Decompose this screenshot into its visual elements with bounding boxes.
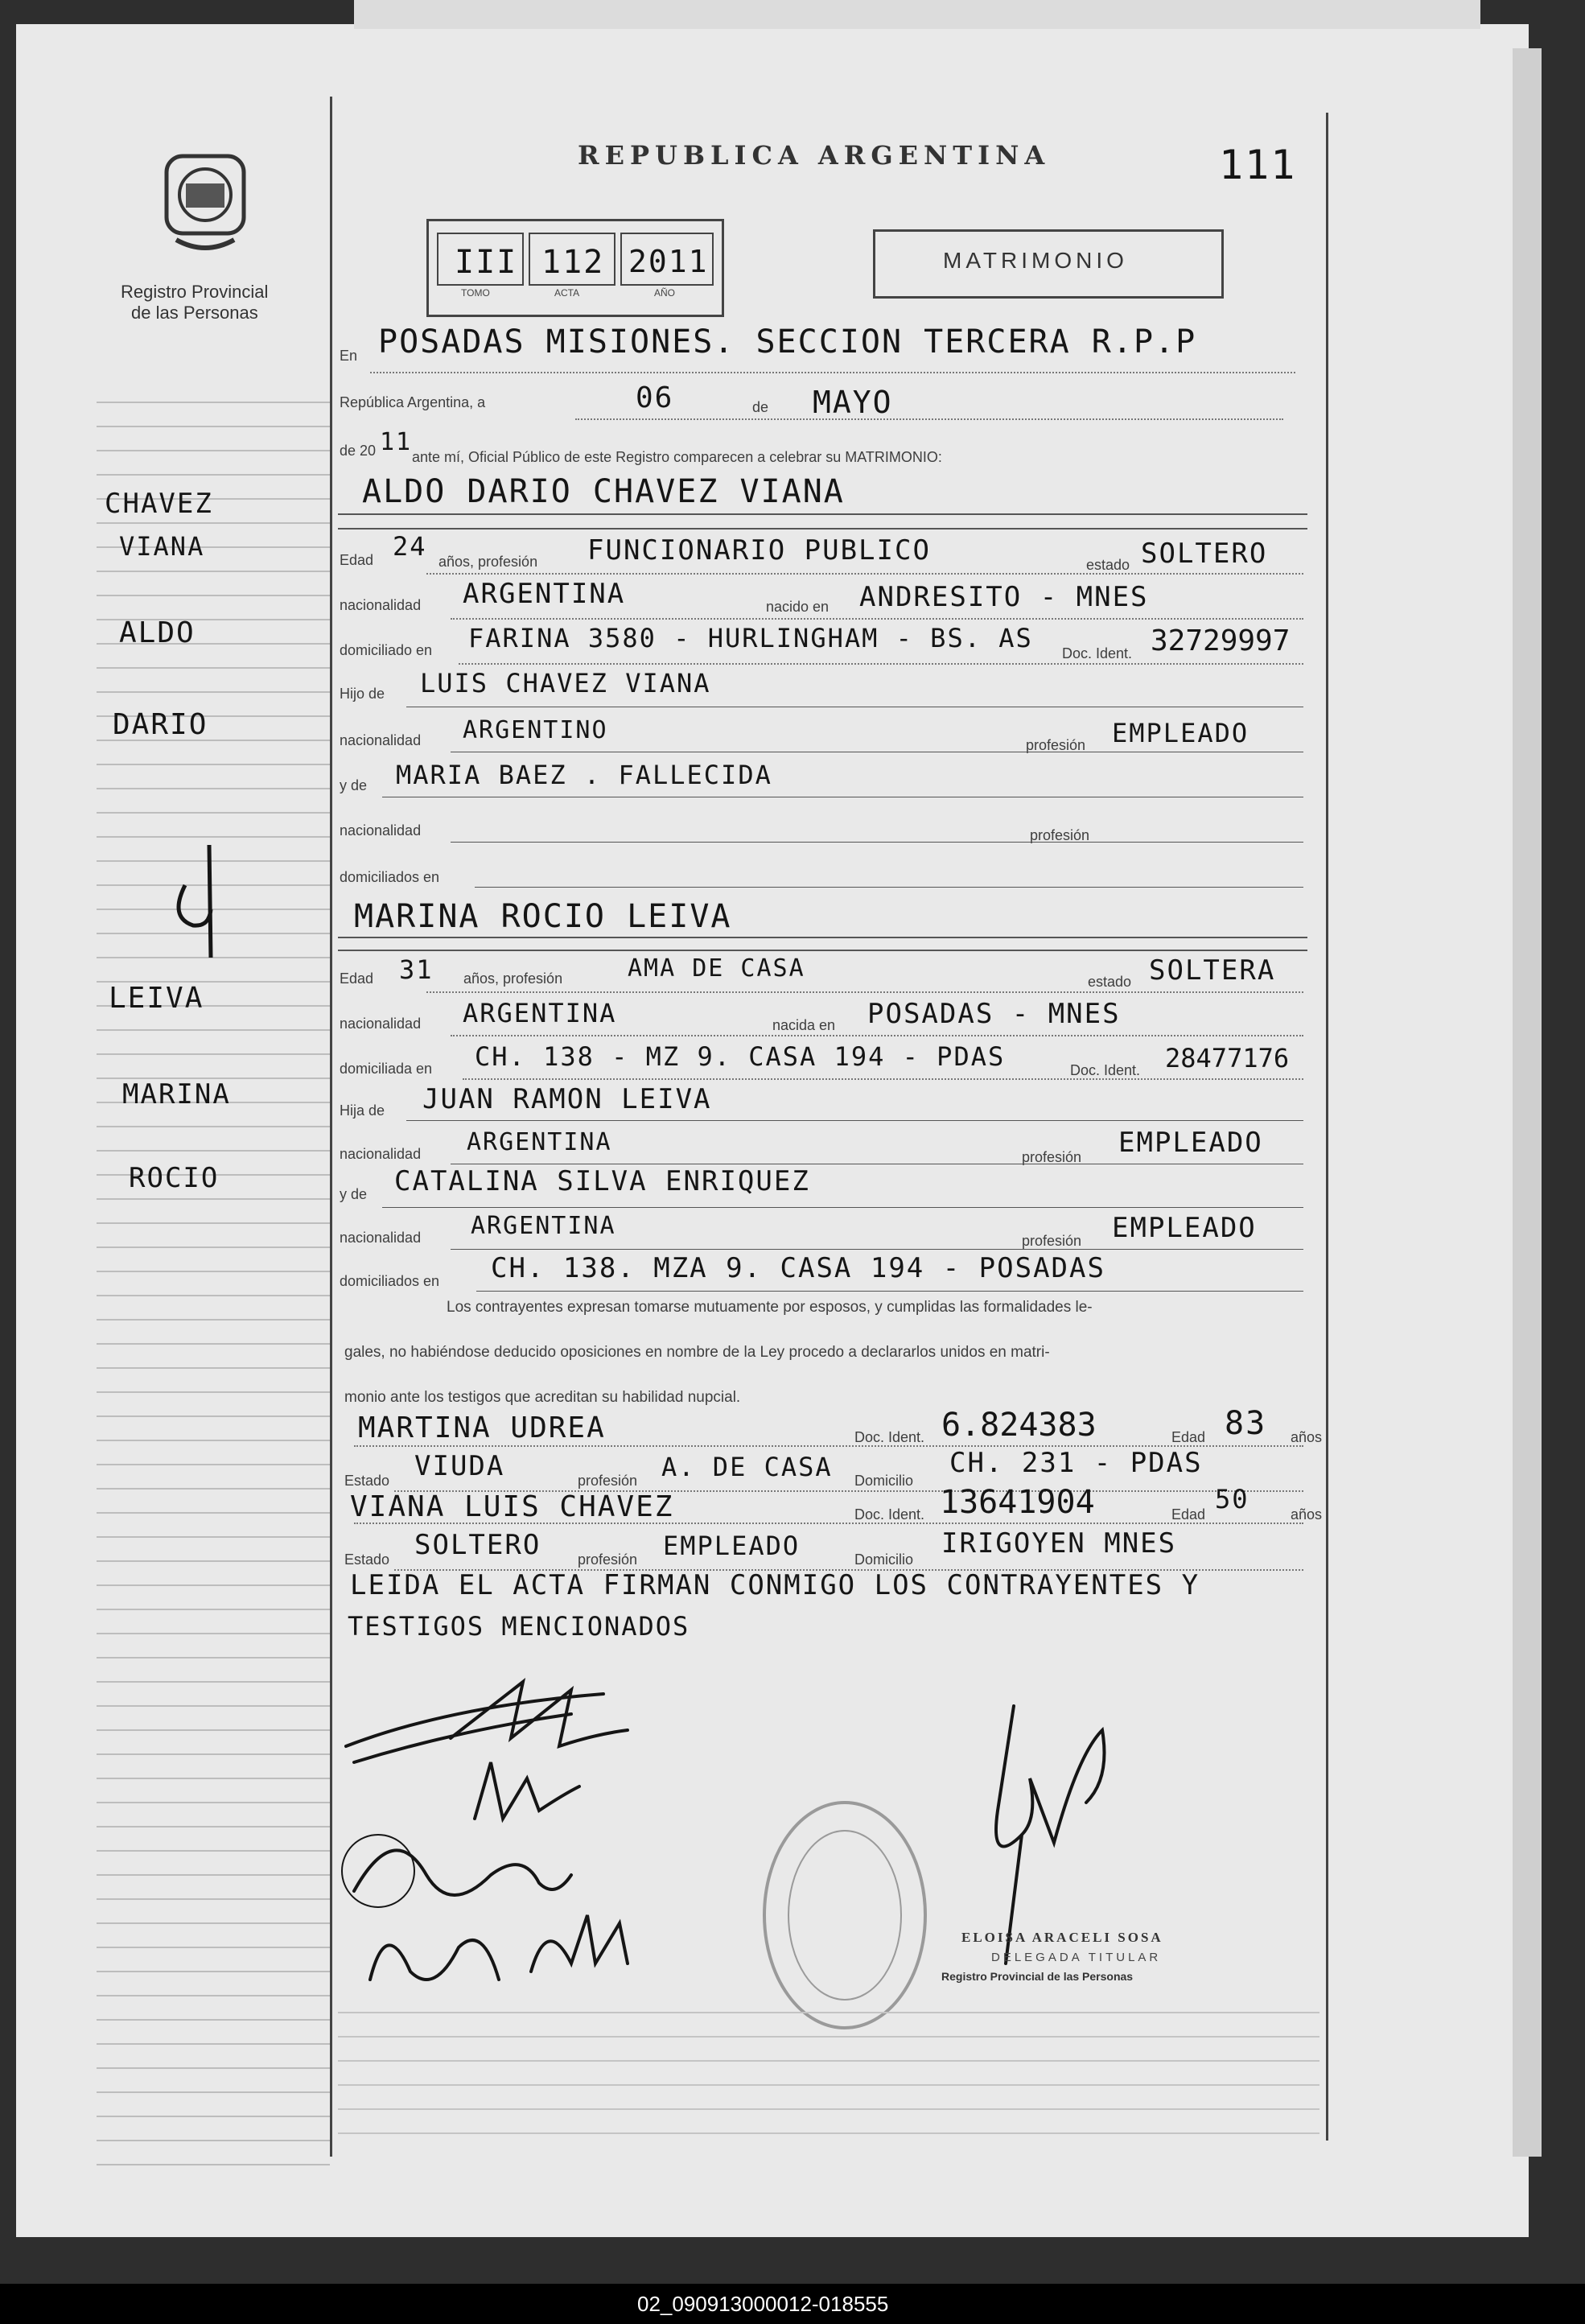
closing-line1: LEIDA EL ACTA FIRMAN CONMIGO LOS CONTRAYENTES Y: [350, 1569, 1200, 1601]
bride-father: JUAN RAMON LEIVA: [422, 1083, 712, 1115]
bride-father-nationality: ARGENTINA: [467, 1128, 612, 1156]
ruled-line: [338, 2036, 1319, 2038]
witness2-doc-label: Doc. Ident.: [854, 1506, 925, 1523]
top-page-strip: [354, 0, 1480, 29]
witness2-status: SOLTERO: [414, 1529, 541, 1561]
groom-mother-nac-label: nacionalidad: [340, 822, 422, 839]
month-value: MAYO: [813, 385, 893, 420]
official-office: Registro Provincial de las Personas: [941, 1970, 1134, 1983]
witness1-edad-label: Edad: [1171, 1429, 1206, 1445]
bride-hija-label: Hija de: [340, 1102, 385, 1119]
witness2-address: IRIGOYEN MNES: [941, 1527, 1177, 1560]
record-id-box: [426, 219, 724, 317]
bride-profession: AMA DE CASA: [628, 954, 805, 983]
witness1-estado-label: Estado: [344, 1473, 390, 1489]
groom-father-nac-label: nacionalidad: [340, 732, 422, 748]
witness1-age: 83: [1225, 1405, 1267, 1442]
bride-parents-address: CH. 138. MZA 9. CASA 194 - POSADAS: [491, 1252, 1105, 1284]
bride-address: CH. 138 - MZ 9. CASA 194 - PDAS: [475, 1041, 1006, 1072]
formula-line3: monio ante los testigos que acreditan su habilidad nupcial.: [344, 1389, 741, 1406]
groom-domiciliado-label: domiciliado en: [340, 642, 433, 658]
official-role: DELEGADA TITULAR: [991, 1951, 1162, 1964]
witness1-anos-label: años: [1291, 1429, 1323, 1445]
witness2-doc: 13641904: [940, 1484, 1095, 1521]
groom-age: 24: [393, 531, 427, 562]
registry-name-line2: de las Personas: [131, 303, 258, 323]
groom-full-name: ALDO DARIO CHAVEZ VIANA: [362, 473, 845, 510]
groom-mother: MARIA BAEZ . FALLECIDA: [396, 760, 772, 790]
witness2-domicilio-label: Domicilio: [854, 1551, 914, 1568]
groom-status: SOLTERO: [1141, 538, 1268, 570]
signature-bride: [475, 1762, 579, 1819]
ruled-line: [338, 2012, 1319, 2013]
registry-name-line1: Registro Provincial: [121, 282, 269, 302]
formula-line1: Los contrayentes expresan tomarse mutuamente por esposos, y cumplidas las formalidades le-: [447, 1299, 1093, 1316]
groom-estado-label: estado: [1086, 557, 1130, 573]
groom-mother-prof-label: profesión: [1030, 827, 1090, 843]
witness1-doc: 6.824383: [941, 1407, 1097, 1444]
ruled-line: [338, 2084, 1319, 2086]
witness2-profession: EMPLEADO: [663, 1531, 801, 1561]
place-value: POSADAS MISIONES. SECCION TERCERA R.P.P: [378, 323, 1197, 361]
acta-value: 112: [541, 244, 605, 281]
witness1-domicilio-label: Domicilio: [854, 1473, 914, 1489]
groom-father-profession: EMPLEADO: [1112, 718, 1249, 748]
margin-groom-surname2: VIANA: [119, 531, 205, 562]
groom-edad-label: Edad: [340, 552, 374, 568]
bride-nacida-label: nacida en: [772, 1017, 836, 1033]
witness2-prof-label: profesión: [578, 1551, 638, 1568]
groom-yde-label: y de: [340, 777, 368, 793]
registry-seal-icon: [141, 145, 270, 266]
page-number: 111: [1219, 142, 1297, 188]
bride-nationality: ARGENTINA: [463, 998, 617, 1028]
bride-mother: CATALINA SILVA ENRIQUEZ: [394, 1165, 810, 1197]
margin-groom-surname1: CHAVEZ: [105, 488, 213, 520]
signature-witness2: [370, 1915, 628, 1980]
bride-father-profession: EMPLEADO: [1118, 1127, 1263, 1159]
year-suffix: 11: [380, 428, 413, 456]
anio-value: 2011: [628, 244, 709, 279]
bride-mother-prof-label: profesión: [1022, 1233, 1082, 1249]
groom-doc-label: Doc. Ident.: [1062, 645, 1133, 661]
bride-full-name: MARINA ROCIO LEIVA: [354, 898, 732, 935]
en-label: En: [340, 348, 358, 364]
witness2-edad-label: Edad: [1171, 1506, 1206, 1523]
closing-line2: TESTIGOS MENCIONADOS: [348, 1611, 690, 1642]
witness2-age: 50: [1215, 1484, 1249, 1514]
groom-profession: FUNCIONARIO PUBLICO: [587, 534, 931, 567]
bride-status: SOLTERA: [1149, 954, 1276, 987]
official-name: ELOISA ARACELI SOSA: [961, 1930, 1163, 1945]
bride-birthplace: POSADAS - MNES: [867, 998, 1121, 1030]
signatures: [330, 1658, 1328, 2044]
signature-witness1: [354, 1850, 571, 1895]
bride-mother-profession: EMPLEADO: [1112, 1212, 1257, 1244]
groom-nacionalidad-label: nacionalidad: [340, 597, 422, 613]
groom-anos-profesion-label: años, profesión: [438, 554, 538, 570]
de-label-1: de: [752, 399, 769, 415]
republica-label: República Argentina, a: [340, 394, 486, 410]
acta-label: ACTA: [554, 287, 580, 299]
witness1-prof-label: profesión: [578, 1473, 638, 1489]
witness2-estado-label: Estado: [344, 1551, 390, 1568]
margin-bride-surname: LEIVA: [109, 982, 204, 1015]
bride-domiciliada-label: domiciliada en: [340, 1061, 433, 1077]
signature-official: [996, 1706, 1105, 1963]
witness1-status: VIUDA: [414, 1450, 505, 1482]
witness1-doc-label: Doc. Ident.: [854, 1429, 925, 1445]
bride-anos-profesion-label: años, profesión: [463, 970, 563, 987]
groom-address: FARINA 3580 - HURLINGHAM - BS. AS: [468, 623, 1033, 653]
ruled-line: [338, 2132, 1319, 2134]
country-title: REPUBLICA ARGENTINA: [578, 140, 1051, 171]
bride-mother-nac-label: nacionalidad: [340, 1230, 422, 1246]
groom-father-prof-label: profesión: [1026, 737, 1086, 753]
day-value: 06: [636, 381, 674, 414]
image-code: 02_090913000012-018555: [637, 2292, 889, 2316]
formula-line2: gales, no habiéndose deducido oposiciones en nombre de la Ley procedo a declararlos unidos en matri-: [344, 1344, 1050, 1361]
year-prefix: de 20: [340, 443, 377, 459]
witness1-profession: A. DE CASA: [661, 1452, 833, 1482]
bride-doc: 28477176: [1165, 1043, 1290, 1073]
bride-father-nac-label: nacionalidad: [340, 1146, 422, 1162]
act-type-label: MATRIMONIO: [943, 248, 1128, 273]
bride-nacionalidad-label: nacionalidad: [340, 1016, 422, 1032]
margin-groom-name1: ALDO: [119, 616, 196, 649]
bride-edad-label: Edad: [340, 970, 374, 987]
margin-bride-name2: ROCIO: [129, 1162, 220, 1194]
bride-mother-nationality: ARGENTINA: [471, 1212, 616, 1240]
bride-age: 31: [399, 954, 434, 985]
witness1-name: MARTINA UDREA: [358, 1411, 606, 1444]
tomo-label: TOMO: [461, 287, 490, 299]
groom-hijo-label: Hijo de: [340, 686, 385, 702]
declaration-text: ante mí, Oficial Público de este Registro comparecen a celebrar su MATRIMONIO:: [412, 449, 942, 465]
paper-right-edge: [1513, 48, 1542, 2157]
bride-father-prof-label: profesión: [1022, 1149, 1082, 1165]
margin-and-sign-icon: [161, 837, 233, 966]
bride-domiciliados-label: domiciliados en: [340, 1273, 440, 1289]
groom-nationality: ARGENTINA: [463, 578, 626, 610]
groom-doc: 32729997: [1151, 624, 1291, 657]
groom-father: LUIS CHAVEZ VIANA: [420, 668, 711, 698]
groom-birthplace: ANDRESITO - MNES: [859, 581, 1149, 613]
witness2-anos-label: años: [1291, 1506, 1323, 1523]
margin-bride-name1: MARINA: [122, 1078, 231, 1110]
bride-doc-label: Doc. Ident.: [1070, 1062, 1141, 1078]
signature-groom-crossed: [346, 1682, 628, 1762]
ruled-line: [338, 2108, 1319, 2110]
witness1-address: CH. 231 - PDAS: [949, 1447, 1203, 1479]
groom-nacido-label: nacido en: [766, 599, 830, 615]
anio-label: AÑO: [654, 287, 676, 299]
groom-domiciliados-label: domiciliados en: [340, 869, 440, 885]
witness2-name: VIANA LUIS CHAVEZ: [350, 1490, 674, 1523]
margin-groom-name2: DARIO: [113, 708, 208, 741]
tomo-value: III: [455, 244, 518, 281]
ruled-line: [338, 2060, 1319, 2062]
bride-yde-label: y de: [340, 1186, 368, 1202]
official-stamp-icon: [764, 1803, 925, 2028]
bride-estado-label: estado: [1088, 974, 1132, 990]
groom-father-nationality: ARGENTINO: [463, 716, 608, 744]
